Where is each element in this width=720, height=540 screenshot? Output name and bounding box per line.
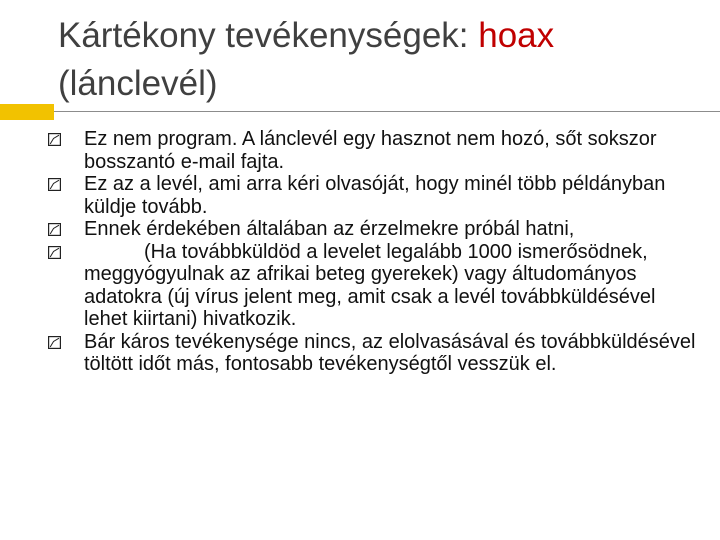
title-accent: hoax — [478, 16, 555, 55]
square-bullet-icon — [48, 178, 61, 191]
list-item — [48, 241, 698, 331]
square-bullet-icon — [48, 336, 61, 349]
list-item — [48, 218, 698, 241]
list-item — [48, 173, 698, 218]
bullet-list — [48, 128, 698, 376]
bullet-text: (Ha továbbküldöd a levelet legalább 1000 ismerősödnek, meggyógyulnak az afrikai beteg gyerekek) vagy áltudományos adatokra (új vírus jelent meg, amit csak a levél továbbküldésével lehet kiirtani) hivatkozik. — [84, 240, 656, 330]
title-prefix: Kártékony tevékenységek: — [58, 16, 479, 55]
title-suffix: (lánclevél) — [58, 64, 218, 103]
bullet-text: Ez nem program. A lánclevél egy hasznot nem hozó, sőt sokszor bosszantó e-mail fajta. — [84, 128, 657, 173]
list-item — [48, 331, 698, 376]
square-bullet-icon — [48, 223, 61, 236]
square-bullet-icon — [48, 246, 61, 259]
list-item — [48, 128, 698, 173]
title-divider-accent-tab — [0, 104, 54, 120]
title-divider — [0, 111, 720, 112]
bullet-text: Ennek érdekében általában az érzelmekre próbál hatni, — [84, 218, 575, 240]
bullet-text: Ez az a levél, ami arra kéri olvasóját, hogy minél több példányban küldje tovább. — [84, 173, 666, 218]
bullet-text: Bár káros tevékenysége nincs, az elolvasásával és továbbküldésével töltött időt más, fontosabb tevékenységtől vesszük el. — [84, 330, 696, 375]
square-bullet-icon — [48, 133, 61, 146]
slide-title — [58, 12, 688, 108]
